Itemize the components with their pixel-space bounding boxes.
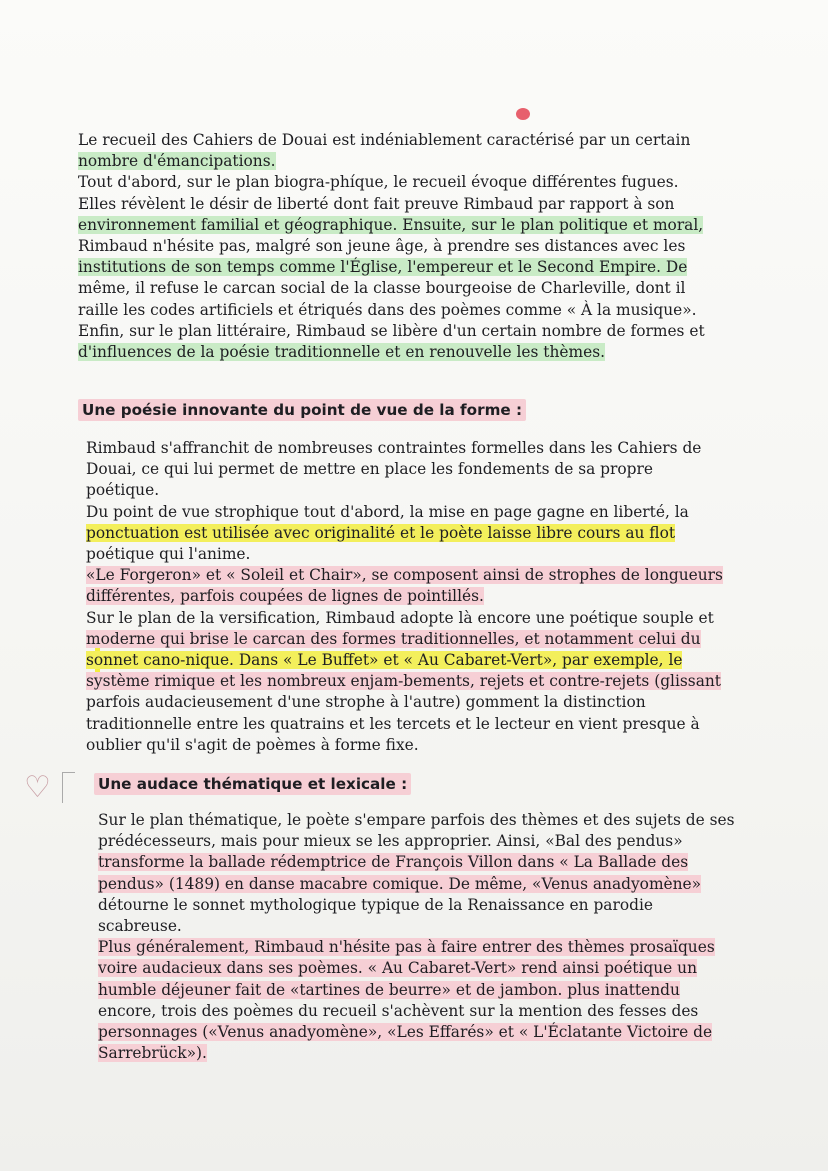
text-line: scabreuse. <box>98 917 182 936</box>
text-line: d'influences de la poésie traditionnelle et en renouvelle les thèmes. <box>78 343 605 362</box>
text-line: Du point de vue strophique tout d'abord, la mise en page gagne en liberté, la <box>86 502 689 521</box>
text-line: ponctuation est utilisée avec originalité et le poète laisse libre cours au flot <box>86 523 676 542</box>
text-line: raille les codes artificiels et étriqués dans des poèmes comme « À la musique». <box>78 300 697 319</box>
text-line: transforme la ballade rédemptrice de François Villon dans « La Ballade des <box>98 853 689 872</box>
text-line: oublier qu'il s'agit de poèmes à forme fixe. <box>86 735 419 754</box>
text-line: même, il refuse le carcan social de la classe bourgeoise de Charleville, dont il <box>78 279 686 298</box>
text-line: moderne qui brise le carcan des formes traditionnelles, et notamment celui du <box>86 629 701 648</box>
bracket-mark <box>62 772 75 803</box>
text-line: institutions de son temps comme l'Église, l'empereur et le Second Empire. De <box>78 258 688 277</box>
text-line: parfois audacieusement d'une strophe à l'autre) gomment la distinction <box>86 693 646 712</box>
text-line: Rimbaud s'affranchit de nombreuses contraintes formelles dans les Cahiers de <box>86 439 702 457</box>
section-form-paragraph <box>86 438 736 756</box>
text-line: Plus généralement, Rimbaud n'hésite pas à faire entrer des thèmes prosaïques <box>98 938 715 957</box>
text-line: Sarrebrück»). <box>98 1044 207 1063</box>
heart-doodle-icon: ♡ <box>24 770 51 805</box>
text-line: personnages («Venus anadyomène», «Les Effarés» et « L'Éclatante Victoire de <box>98 1023 713 1042</box>
text-line: environnement familial et géographique. Ensuite, sur le plan politique et moral, <box>78 215 704 234</box>
text-line: Sur le plan de la versification, Rimbaud adopte là encore une poétique souple et <box>86 608 714 627</box>
text-line: Le recueil des Cahiers de Douai est indéniablement caractérisé par un certain <box>78 131 691 149</box>
text-line: prédécesseurs, mais pour mieux se les approprier. Ainsi, «Bal des pendus» <box>98 832 683 851</box>
text-line: système rimique et les nombreux enjam-bements, rejets et contre-rejets (glissant <box>86 672 721 691</box>
text-line: poétique. <box>86 481 160 500</box>
intro-paragraph <box>78 130 738 363</box>
text-line: sonnet cano-nique. Dans « Le Buffet» et « Au Cabaret-Vert», par exemple, le <box>86 651 683 670</box>
ink-dot-mark <box>516 108 530 120</box>
text-line: Douai, ce qui lui permet de mettre en place les fondements de sa propre <box>86 460 653 479</box>
section-heading-theme: Une audace thématique et lexicale : <box>94 773 411 795</box>
text-line: Elles révèlent le désir de liberté dont fait preuve Rimbaud par rapport à son <box>78 194 675 213</box>
text-line: voire audacieux dans ses poèmes. « Au Cabaret-Vert» rend ainsi poétique un <box>98 959 697 978</box>
text-line: humble déjeuner fait de «tartines de beurre» et de jambon. plus inattendu <box>98 980 680 999</box>
text-line: «Le Forgeron» et « Soleil et Chair», se composent ainsi de strophes de longueurs <box>86 566 723 585</box>
text-line: Tout d'abord, sur le plan biogra-phíque, le recueil évoque différentes fugues. <box>78 173 679 192</box>
text-line: nombre d'émancipations. <box>78 152 276 171</box>
text-line: encore, trois des poèmes du recueil s'achèvent sur la mention des fesses des <box>98 1001 699 1020</box>
text-line: pendus» (1489) en danse macabre comique. De même, «Venus anadyomène» <box>98 874 702 893</box>
text-line: Sur le plan thématique, le poète s'empare parfois des thèmes et des sujets de ses <box>98 811 735 829</box>
text-line: traditionnelle entre les quatrains et les tercets et le lecteur en vient presque à <box>86 714 700 733</box>
text-line: poétique qui l'anime. <box>86 545 251 564</box>
text-line: différentes, parfois coupées de lignes de pointillés. <box>86 587 484 606</box>
text-line: détourne le sonnet mythologique typique de la Renaissance en parodie <box>98 895 653 914</box>
text-line: Rimbaud n'hésite pas, malgré son jeune âge, à prendre ses distances avec les <box>78 237 686 256</box>
text-line: Enfin, sur le plan littéraire, Rimbaud se libère d'un certain nombre de formes et <box>78 321 705 340</box>
section-theme-paragraph <box>98 810 738 1064</box>
section-heading-form: Une poésie innovante du point de vue de la forme : <box>78 399 526 421</box>
